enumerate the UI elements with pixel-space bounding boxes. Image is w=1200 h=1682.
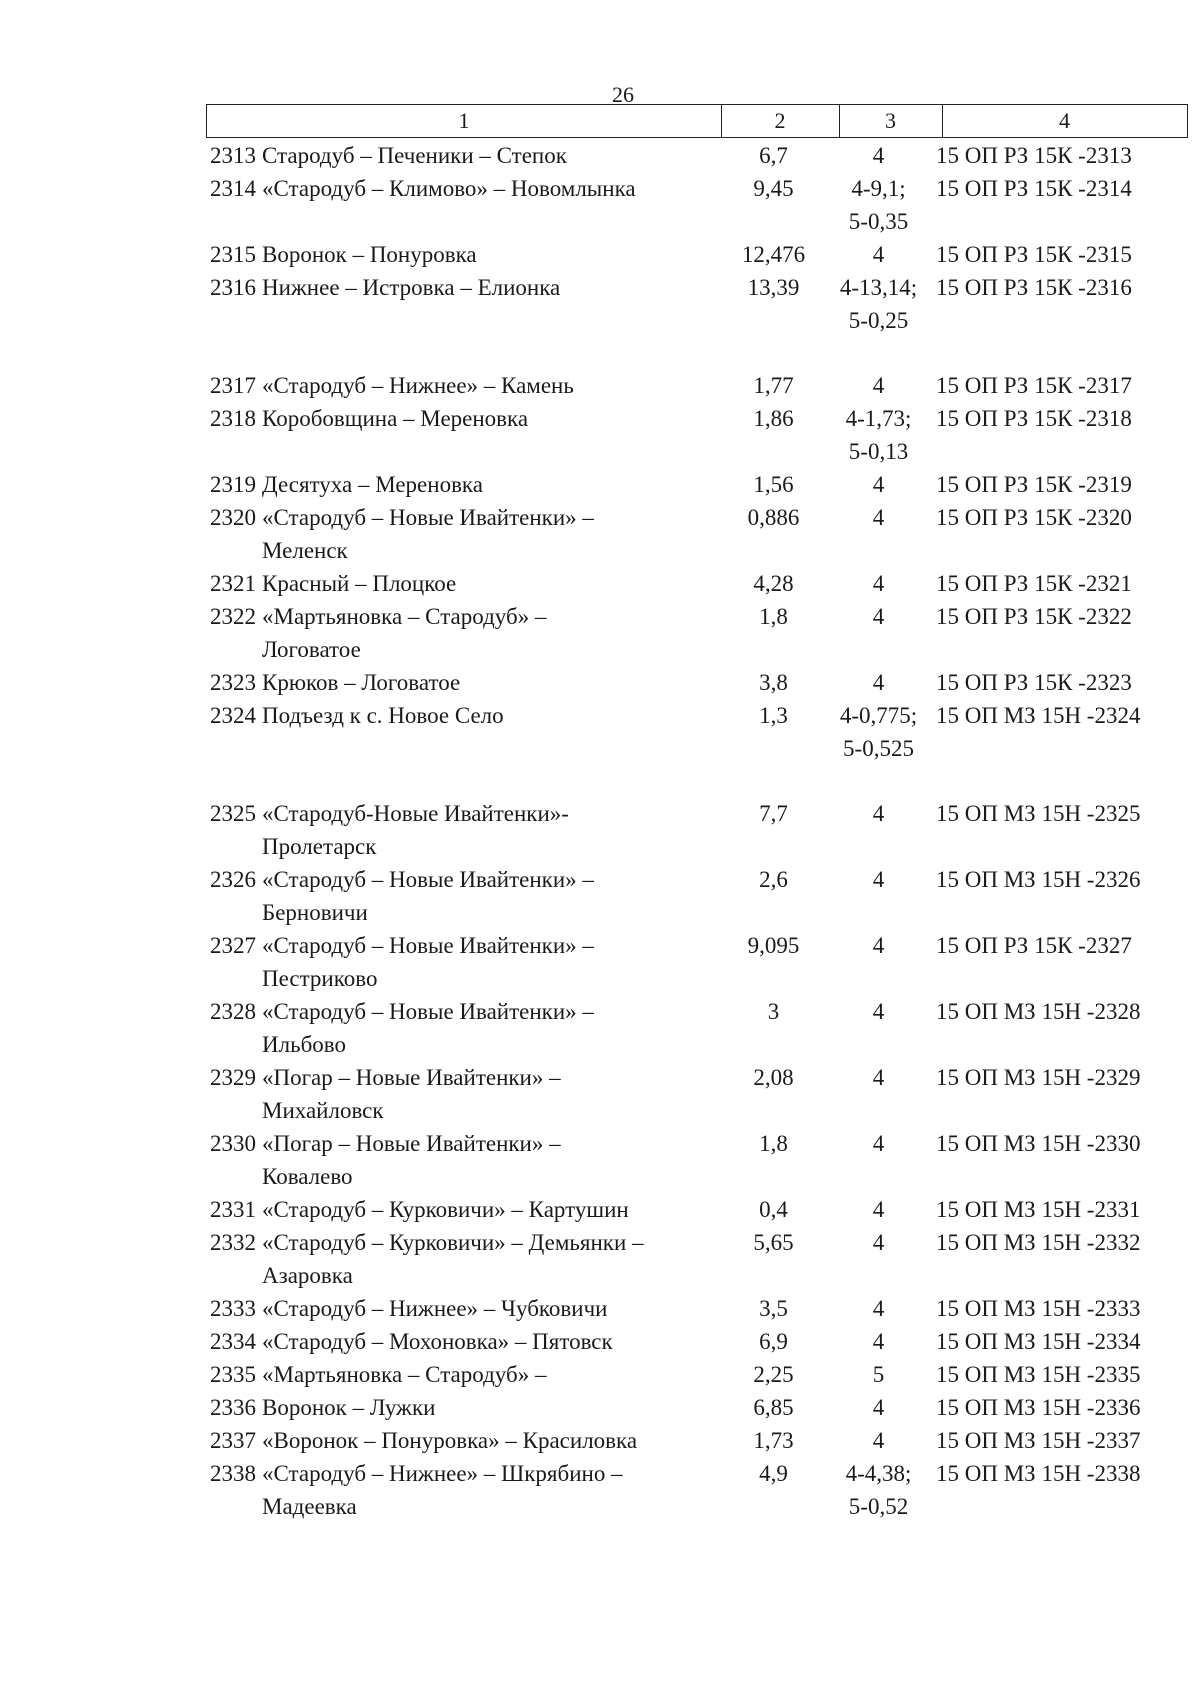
table-row [206, 929, 1200, 995]
row-number: 2327 [210, 933, 256, 958]
road-id: 15 ОП РЗ 15К -2320 [936, 505, 1132, 530]
length-km: 13,39 [747, 275, 800, 300]
road-name: «Стародуб – Новые Ивайтенки» – Ильбово [262, 999, 594, 1057]
road-name: «Стародуб – Курковичи» – Картушин [262, 1197, 629, 1222]
table-row [206, 1391, 1200, 1424]
category: 4 [872, 1197, 885, 1222]
table-row [206, 1193, 1200, 1226]
road-name: «Стародуб – Нижнее» – Шкрябино – Мадеевка [262, 1461, 623, 1519]
table-row [206, 995, 1200, 1061]
length-km: 9,45 [753, 176, 794, 201]
length-km: 5,65 [753, 1230, 794, 1255]
table-row [206, 402, 1200, 468]
row-number: 2338 [210, 1461, 256, 1486]
table-row [206, 567, 1200, 600]
table-row [206, 501, 1200, 567]
table-row [206, 1325, 1200, 1358]
length-km: 3 [767, 999, 780, 1024]
length-km: 4,28 [753, 571, 794, 596]
category: 4 [872, 933, 885, 958]
road-name: «Мартьяновка – Стародуб» – [262, 1362, 547, 1387]
row-number: 2324 [210, 703, 256, 728]
road-id: 15 ОП МЗ 15Н -2324 [936, 703, 1141, 728]
table-row [206, 1292, 1200, 1325]
category: 4 [872, 801, 885, 826]
row-number: 2337 [210, 1428, 256, 1453]
category: 4-13,14; 5-0,25 [839, 275, 918, 333]
road-id: 15 ОП МЗ 15Н -2328 [936, 999, 1141, 1024]
road-name: «Погар – Новые Ивайтенки» – Ковалево [262, 1131, 561, 1189]
road-name: Красный – Плоцкое [262, 571, 457, 596]
road-name: «Стародуб – Мохоновка» – Пятовск [262, 1329, 613, 1354]
column-header-1: 1 [458, 108, 470, 133]
length-km: 3,8 [759, 670, 788, 695]
table-row [206, 1424, 1200, 1457]
road-name: Нижнее – Истровка – Елионка [262, 275, 561, 300]
length-km: 1,73 [753, 1428, 794, 1453]
row-number: 2316 [210, 275, 256, 300]
road-name: Крюков – Логоватое [262, 670, 461, 695]
road-id: 15 ОП РЗ 15К -2318 [936, 406, 1132, 431]
row-number: 2332 [210, 1230, 256, 1255]
table-row [206, 271, 1200, 337]
road-name: «Стародуб – Климово» – Новомлынка [262, 176, 636, 201]
road-id: 15 ОП МЗ 15Н -2336 [936, 1395, 1141, 1420]
row-number: 2319 [210, 472, 256, 497]
road-name: Подъезд к с. Новое Село [262, 703, 504, 728]
column-header-4: 4 [1059, 108, 1070, 133]
row-number: 2315 [210, 242, 256, 267]
category: 4 [872, 999, 885, 1024]
row-number: 2334 [210, 1329, 256, 1354]
road-id: 15 ОП МЗ 15Н -2332 [936, 1230, 1141, 1255]
length-km: 1,3 [759, 703, 788, 728]
table-body [206, 139, 1200, 1523]
table-row [206, 172, 1200, 238]
length-km: 9,095 [747, 933, 800, 958]
category: 4-1,73; 5-0,13 [845, 406, 912, 464]
road-name: «Мартьяновка – Стародуб» – Логоватое [262, 604, 547, 662]
row-number: 2333 [210, 1296, 256, 1321]
row-number: 2329 [210, 1065, 256, 1090]
length-km: 6,7 [759, 143, 788, 168]
road-id: 15 ОП МЗ 15Н -2337 [936, 1428, 1141, 1453]
length-km: 2,08 [753, 1065, 794, 1090]
length-km: 0,886 [747, 505, 800, 530]
category: 4 [872, 1329, 885, 1354]
table-row [206, 1127, 1200, 1193]
table-row [206, 1061, 1200, 1127]
row-number: 2325 [210, 801, 256, 826]
road-name: Десятуха – Мереновка [262, 472, 483, 497]
row-number: 2314 [210, 176, 256, 201]
road-table [206, 104, 1200, 1523]
row-number: 2330 [210, 1131, 256, 1156]
road-id: 15 ОП РЗ 15К -2323 [936, 670, 1132, 695]
length-km: 6,85 [753, 1395, 794, 1420]
length-km: 1,86 [753, 406, 794, 431]
category: 4 [872, 143, 885, 168]
road-id: 15 ОП МЗ 15Н -2334 [936, 1329, 1141, 1354]
road-name: Воронок – Лужки [262, 1395, 436, 1420]
table-row [206, 468, 1200, 501]
road-id: 15 ОП МЗ 15Н -2333 [936, 1296, 1141, 1321]
length-km: 2,25 [753, 1362, 794, 1387]
road-id: 15 ОП МЗ 15Н -2329 [936, 1065, 1141, 1090]
category: 4 [872, 505, 885, 530]
road-name: «Стародуб-Новые Ивайтенки»- Пролетарск [262, 801, 569, 859]
length-km: 1,56 [753, 472, 794, 497]
road-name: Воронок – Понуровка [262, 242, 477, 267]
row-number: 2321 [210, 571, 256, 596]
category: 4 [872, 1428, 885, 1453]
length-km: 6,9 [759, 1329, 788, 1354]
road-id: 15 ОП МЗ 15Н -2335 [936, 1362, 1141, 1387]
category: 4 [872, 1065, 885, 1090]
road-name: «Воронок – Понуровка» – Красиловка [262, 1428, 638, 1453]
length-km: 0,4 [759, 1197, 788, 1222]
road-name: «Стародуб – Новые Ивайтенки» – Меленск [262, 505, 594, 563]
table-row [206, 600, 1200, 666]
road-name: Стародуб – Печеники – Степок [262, 143, 567, 168]
length-km: 3,5 [759, 1296, 788, 1321]
category: 5 [872, 1362, 885, 1387]
road-name: «Стародуб – Новые Ивайтенки» – Берновичи [262, 867, 594, 925]
table-row [206, 1358, 1200, 1391]
length-km: 1,77 [753, 373, 794, 398]
road-id: 15 ОП РЗ 15К -2314 [936, 176, 1132, 201]
row-number: 2318 [210, 406, 256, 431]
category: 4 [872, 472, 885, 497]
table-row [206, 369, 1200, 402]
length-km: 7,7 [759, 801, 788, 826]
length-km: 1,8 [759, 604, 788, 629]
table-row [206, 1226, 1200, 1292]
category: 4 [872, 670, 885, 695]
column-header-2: 2 [774, 108, 786, 133]
category: 4 [872, 1230, 885, 1255]
category: 4-9,1; 5-0,35 [848, 176, 909, 234]
road-name: «Стародуб – Нижнее» – Чубковичи [262, 1296, 608, 1321]
row-number: 2326 [210, 867, 256, 892]
road-id: 15 ОП МЗ 15Н -2325 [936, 801, 1141, 826]
category: 4 [872, 1296, 885, 1321]
length-km: 2,6 [759, 867, 788, 892]
road-id: 15 ОП РЗ 15К -2313 [936, 143, 1132, 168]
row-number: 2328 [210, 999, 256, 1024]
table-row [206, 139, 1200, 172]
road-id: 15 ОП РЗ 15К -2319 [936, 472, 1132, 497]
table-row [206, 699, 1200, 765]
category: 4 [872, 373, 885, 398]
road-id: 15 ОП МЗ 15Н -2326 [936, 867, 1141, 892]
row-number: 2320 [210, 505, 256, 530]
road-name: «Стародуб – Курковичи» – Демьянки – Азаровка [262, 1230, 644, 1288]
road-name: Коробовщина – Мереновка [262, 406, 529, 431]
row-number: 2317 [210, 373, 256, 398]
category: 4-4,38; 5-0,52 [845, 1461, 912, 1519]
category: 4 [872, 604, 885, 629]
road-id: 15 ОП РЗ 15К -2317 [936, 373, 1132, 398]
column-header-3: 3 [885, 108, 896, 133]
road-id: 15 ОП РЗ 15К -2327 [936, 933, 1132, 958]
length-km: 12,476 [741, 242, 806, 267]
road-id: 15 ОП РЗ 15К -2316 [936, 275, 1132, 300]
road-id: 15 ОП МЗ 15Н -2330 [936, 1131, 1141, 1156]
table-row [206, 238, 1200, 271]
page-number: 26 [612, 82, 634, 107]
category: 4-0,775; 5-0,525 [839, 703, 918, 761]
category: 4 [872, 1395, 885, 1420]
table-row [206, 863, 1200, 929]
length-km: 4,9 [759, 1461, 788, 1486]
length-km: 1,8 [759, 1131, 788, 1156]
road-id: 15 ОП МЗ 15Н -2331 [936, 1197, 1141, 1222]
road-id: 15 ОП МЗ 15Н -2338 [936, 1461, 1141, 1486]
category: 4 [872, 867, 885, 892]
row-number: 2335 [210, 1362, 256, 1387]
road-name: «Погар – Новые Ивайтенки» – Михайловск [262, 1065, 561, 1123]
table-row [206, 666, 1200, 699]
road-id: 15 ОП РЗ 15К -2315 [936, 242, 1132, 267]
row-number: 2313 [210, 143, 256, 168]
road-id: 15 ОП РЗ 15К -2321 [936, 571, 1132, 596]
table-row [206, 797, 1200, 863]
column-header-row [206, 104, 1188, 138]
row-number: 2323 [210, 670, 256, 695]
road-id: 15 ОП РЗ 15К -2322 [936, 604, 1132, 629]
row-number: 2322 [210, 604, 256, 629]
road-name: «Стародуб – Нижнее» – Камень [262, 373, 574, 398]
table-row [206, 1457, 1200, 1523]
category: 4 [872, 571, 885, 596]
row-number: 2336 [210, 1395, 256, 1420]
row-number: 2331 [210, 1197, 256, 1222]
road-name: «Стародуб – Новые Ивайтенки» – Пестриково [262, 933, 594, 991]
category: 4 [872, 1131, 885, 1156]
category: 4 [872, 242, 885, 267]
